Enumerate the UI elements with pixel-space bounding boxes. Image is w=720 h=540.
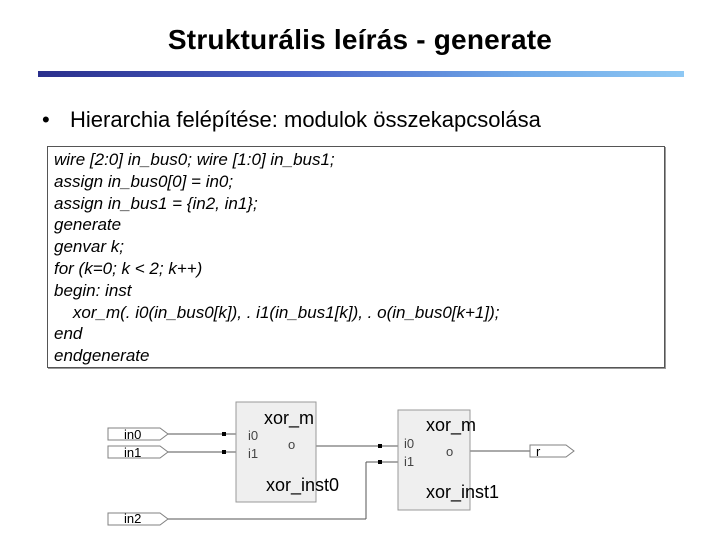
input-label: in2 [124, 511, 142, 526]
bullet-dot: • [42, 107, 50, 132]
module-type-label: xor_m [264, 408, 315, 428]
code-line: genvar k; [54, 237, 124, 257]
port-label-i1: i1 [404, 454, 415, 469]
output-label: r [536, 444, 541, 459]
bullet-text: Hierarchia felépítése: modulok összekapcsolása [70, 107, 541, 132]
code-line: begin: inst [54, 280, 132, 300]
code-line: end [54, 324, 83, 344]
input-label: in0 [124, 427, 142, 442]
output-port-r [530, 444, 574, 459]
bullet-item [42, 107, 541, 133]
port-label-o: o [288, 437, 296, 452]
code-line: xor_m(. i0(in_bus0[k]), . i1(in_bus1[k]), . o(in_bus0[k+1]); [54, 302, 500, 322]
title-underline [38, 71, 684, 77]
code-line: assign in_bus1 = {in2, in1}; [54, 193, 258, 213]
module-xor-inst1 [398, 410, 499, 510]
code-line: wire [2:0] in_bus0; wire [1:0] in_bus1; [54, 150, 335, 169]
input-port-in2 [108, 511, 168, 526]
code-line: endgenerate [54, 346, 150, 366]
input-port-in1 [108, 445, 168, 460]
input-port-in0 [108, 427, 168, 442]
code-line: for (k=0; k < 2; k++) [54, 258, 203, 278]
instance-label: xor_inst1 [426, 482, 500, 502]
schematic-diagram [0, 380, 720, 540]
wires [168, 434, 530, 519]
code-box [47, 146, 665, 368]
input-label: in1 [124, 445, 142, 460]
port-label-i1: i1 [248, 446, 259, 461]
module-xor-inst0 [236, 402, 339, 502]
instance-label: xor_inst0 [266, 475, 340, 495]
port-label-o: o [446, 444, 454, 459]
slide-title: Strukturális leírás - generate [167, 24, 553, 55]
code-line: assign in_bus0[0] = in0; [54, 171, 234, 191]
module-type-label: xor_m [426, 415, 477, 435]
code-line: generate [54, 215, 122, 235]
port-label-i0: i0 [404, 436, 415, 451]
port-label-i0: i0 [248, 428, 259, 443]
